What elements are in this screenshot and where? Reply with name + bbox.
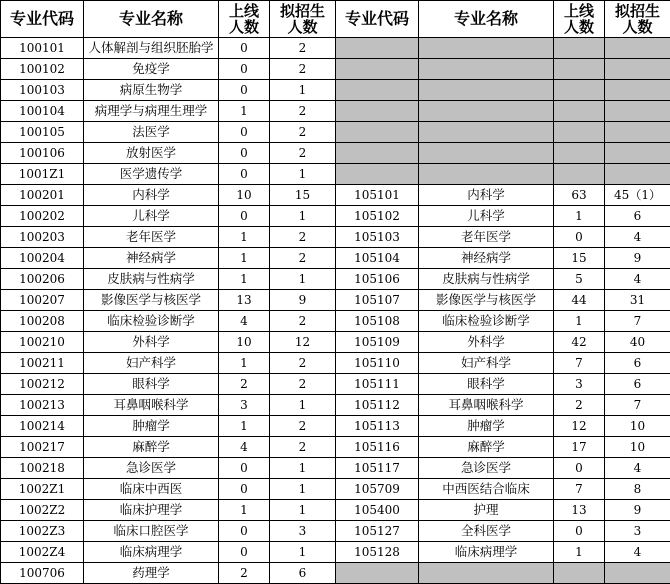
right-online-cell: 17 (554, 437, 605, 458)
right-name-cell: 中西医结合临床 (419, 479, 554, 500)
right-code-cell: 105709 (336, 479, 419, 500)
right-name-cell: 眼科学 (419, 374, 554, 395)
left-plan-cell: 2 (270, 353, 336, 374)
right-code-cell: 105117 (336, 458, 419, 479)
header-row (1, 1, 670, 38)
left-code-cell: 100217 (1, 437, 84, 458)
table-row (1, 395, 670, 416)
left-online-cell: 13 (219, 290, 270, 311)
left-code-cell: 100208 (1, 311, 84, 332)
left-code-cell: 100101 (1, 38, 84, 59)
right-name-cell: 影像医学与核医学 (419, 290, 554, 311)
right-empty-cell (605, 164, 670, 185)
right-online-cell: 0 (554, 458, 605, 479)
left-name-cell: 老年医学 (84, 227, 219, 248)
left-code-cell: 100202 (1, 206, 84, 227)
left-name-cell: 皮肤病与性病学 (84, 269, 219, 290)
left-online-cell: 0 (219, 122, 270, 143)
right-name-cell: 肿瘤学 (419, 416, 554, 437)
table-row (1, 416, 670, 437)
right-name-cell: 全科医学 (419, 521, 554, 542)
right-empty-cell (605, 101, 670, 122)
right-online-cell: 13 (554, 500, 605, 521)
table-row (1, 374, 670, 395)
left-online-cell: 1 (219, 101, 270, 122)
right-online-cell: 7 (554, 353, 605, 374)
left-name-cell: 妇产科学 (84, 353, 219, 374)
header-online-line1: 上线 (564, 2, 594, 20)
right-name-cell: 急诊医学 (419, 458, 554, 479)
right-code-cell: 105106 (336, 269, 419, 290)
right-empty-cell (605, 563, 670, 584)
right-empty-cell (336, 122, 419, 143)
right-code-cell: 105102 (336, 206, 419, 227)
right-code-cell: 105127 (336, 521, 419, 542)
left-plan-cell: 1 (270, 269, 336, 290)
right-online-cell: 0 (554, 521, 605, 542)
table-row (1, 248, 670, 269)
right-plan-cell: 6 (605, 374, 670, 395)
left-online-cell: 0 (219, 479, 270, 500)
left-plan-cell: 3 (270, 521, 336, 542)
right-plan-cell: 4 (605, 227, 670, 248)
left-name-cell: 放射医学 (84, 143, 219, 164)
left-online-cell: 10 (219, 332, 270, 353)
right-name-cell: 皮肤病与性病学 (419, 269, 554, 290)
right-empty-cell (554, 101, 605, 122)
right-plan-cell: 4 (605, 542, 670, 563)
left-plan-cell: 15 (270, 185, 336, 206)
left-name-cell: 内科学 (84, 185, 219, 206)
right-plan-cell: 3 (605, 521, 670, 542)
left-plan-cell: 1 (270, 458, 336, 479)
left-code-cell: 1002Z3 (1, 521, 84, 542)
left-name-cell: 耳鼻咽喉科学 (84, 395, 219, 416)
left-code-cell: 100106 (1, 143, 84, 164)
left-plan-cell: 2 (270, 416, 336, 437)
right-plan-cell: 9 (605, 500, 670, 521)
left-code-cell: 100206 (1, 269, 84, 290)
header-plan-line2: 人数 (622, 18, 652, 36)
left-online-cell: 1 (219, 500, 270, 521)
right-online-cell: 63 (554, 185, 605, 206)
right-code-cell: 105104 (336, 248, 419, 269)
left-online-cell: 0 (219, 206, 270, 227)
left-name-cell: 临床检验诊断学 (84, 311, 219, 332)
table-row (1, 353, 670, 374)
left-plan-cell: 2 (270, 248, 336, 269)
left-code-cell: 100105 (1, 122, 84, 143)
right-plan-cell: 7 (605, 311, 670, 332)
left-code-cell: 100706 (1, 563, 84, 584)
left-code-cell: 1002Z1 (1, 479, 84, 500)
table-body (1, 38, 670, 584)
left-name-cell: 影像医学与核医学 (84, 290, 219, 311)
left-name-cell: 病理学与病理生理学 (84, 101, 219, 122)
right-empty-cell (336, 101, 419, 122)
left-name-cell: 法医学 (84, 122, 219, 143)
right-name-cell: 内科学 (419, 185, 554, 206)
right-code-cell: 105111 (336, 374, 419, 395)
left-name-cell: 病原生物学 (84, 80, 219, 101)
right-name-cell: 麻醉学 (419, 437, 554, 458)
left-code-cell: 100213 (1, 395, 84, 416)
right-online-cell: 3 (554, 374, 605, 395)
left-online-cell: 0 (219, 143, 270, 164)
header-online-line2: 人数 (564, 18, 594, 36)
left-plan-cell: 2 (270, 143, 336, 164)
right-code-cell: 105116 (336, 437, 419, 458)
table-row (1, 437, 670, 458)
header-plan-left (270, 1, 336, 38)
right-empty-cell (554, 38, 605, 59)
right-code-cell: 105101 (336, 185, 419, 206)
right-online-cell: 7 (554, 479, 605, 500)
right-empty-cell (605, 80, 670, 101)
left-online-cell: 10 (219, 185, 270, 206)
left-plan-cell: 2 (270, 227, 336, 248)
left-online-cell: 1 (219, 248, 270, 269)
left-code-cell: 100201 (1, 185, 84, 206)
header-plan-right (605, 1, 670, 38)
header-online-line1: 上线 (229, 2, 259, 20)
table-row (1, 500, 670, 521)
left-name-cell: 临床口腔医学 (84, 521, 219, 542)
right-plan-cell: 8 (605, 479, 670, 500)
right-code-cell: 105112 (336, 395, 419, 416)
left-online-cell: 2 (219, 374, 270, 395)
table-row (1, 80, 670, 101)
left-online-cell: 1 (219, 269, 270, 290)
table-row (1, 122, 670, 143)
left-name-cell: 急诊医学 (84, 458, 219, 479)
left-code-cell: 100203 (1, 227, 84, 248)
right-empty-cell (419, 101, 554, 122)
right-code-cell: 105107 (336, 290, 419, 311)
right-empty-cell (605, 143, 670, 164)
left-code-cell: 100212 (1, 374, 84, 395)
left-plan-cell: 1 (270, 479, 336, 500)
right-plan-cell: 10 (605, 437, 670, 458)
left-plan-cell: 1 (270, 206, 336, 227)
left-name-cell: 麻醉学 (84, 437, 219, 458)
header-plan-line1: 拟招生 (280, 2, 325, 20)
left-code-cell: 100218 (1, 458, 84, 479)
right-plan-cell: 7 (605, 395, 670, 416)
header-code-right: 专业代码 (336, 1, 419, 38)
left-code-cell: 1002Z4 (1, 542, 84, 563)
header-online-line2: 人数 (229, 18, 259, 36)
left-name-cell: 儿科学 (84, 206, 219, 227)
header-online-left (219, 1, 270, 38)
left-code-cell: 1002Z2 (1, 500, 84, 521)
right-empty-cell (605, 38, 670, 59)
table-row (1, 185, 670, 206)
left-code-cell: 100211 (1, 353, 84, 374)
table-row (1, 479, 670, 500)
table-row (1, 458, 670, 479)
right-empty-cell (419, 563, 554, 584)
right-plan-cell: 10 (605, 416, 670, 437)
right-empty-cell (336, 80, 419, 101)
left-code-cell: 100210 (1, 332, 84, 353)
left-plan-cell: 2 (270, 437, 336, 458)
right-code-cell: 105110 (336, 353, 419, 374)
left-plan-cell: 6 (270, 563, 336, 584)
left-online-cell: 0 (219, 80, 270, 101)
left-name-cell: 临床病理学 (84, 542, 219, 563)
left-code-cell: 100102 (1, 59, 84, 80)
right-online-cell: 42 (554, 332, 605, 353)
left-name-cell: 药理学 (84, 563, 219, 584)
right-code-cell: 105128 (336, 542, 419, 563)
right-plan-cell: 9 (605, 248, 670, 269)
right-empty-cell (419, 38, 554, 59)
left-name-cell: 临床中西医 (84, 479, 219, 500)
right-plan-cell: 4 (605, 269, 670, 290)
left-online-cell: 4 (219, 311, 270, 332)
right-plan-cell: 6 (605, 206, 670, 227)
right-online-cell: 2 (554, 395, 605, 416)
right-empty-cell (419, 164, 554, 185)
table-row (1, 542, 670, 563)
left-code-cell: 100204 (1, 248, 84, 269)
right-empty-cell (554, 143, 605, 164)
header-plan-line1: 拟招生 (615, 2, 660, 20)
left-online-cell: 3 (219, 395, 270, 416)
right-empty-cell (419, 59, 554, 80)
left-name-cell: 外科学 (84, 332, 219, 353)
left-plan-cell: 12 (270, 332, 336, 353)
right-online-cell: 44 (554, 290, 605, 311)
table-row (1, 59, 670, 80)
left-online-cell: 1 (219, 227, 270, 248)
right-name-cell: 临床检验诊断学 (419, 311, 554, 332)
left-plan-cell: 2 (270, 374, 336, 395)
table-row (1, 38, 670, 59)
left-plan-cell: 2 (270, 311, 336, 332)
table-row (1, 164, 670, 185)
right-empty-cell (554, 80, 605, 101)
table-row (1, 206, 670, 227)
left-online-cell: 0 (219, 38, 270, 59)
left-plan-cell: 1 (270, 80, 336, 101)
header-plan-line2: 人数 (287, 18, 317, 36)
left-name-cell: 医学遗传学 (84, 164, 219, 185)
table-row (1, 143, 670, 164)
header-online-right (554, 1, 605, 38)
right-name-cell: 神经病学 (419, 248, 554, 269)
right-empty-cell (419, 80, 554, 101)
left-name-cell: 临床护理学 (84, 500, 219, 521)
right-online-cell: 1 (554, 206, 605, 227)
right-code-cell: 105109 (336, 332, 419, 353)
table-row (1, 311, 670, 332)
right-code-cell: 105108 (336, 311, 419, 332)
right-online-cell: 15 (554, 248, 605, 269)
right-plan-cell: 31 (605, 290, 670, 311)
left-name-cell: 免疫学 (84, 59, 219, 80)
right-online-cell: 1 (554, 311, 605, 332)
left-online-cell: 1 (219, 416, 270, 437)
right-plan-cell: 6 (605, 353, 670, 374)
table-row (1, 563, 670, 584)
left-code-cell: 100103 (1, 80, 84, 101)
table-row (1, 521, 670, 542)
right-empty-cell (336, 143, 419, 164)
left-plan-cell: 1 (270, 500, 336, 521)
left-online-cell: 0 (219, 458, 270, 479)
right-plan-cell: 40 (605, 332, 670, 353)
left-plan-cell: 2 (270, 59, 336, 80)
left-plan-cell: 1 (270, 164, 336, 185)
right-plan-cell: 4 (605, 458, 670, 479)
left-online-cell: 0 (219, 164, 270, 185)
right-name-cell: 儿科学 (419, 206, 554, 227)
left-name-cell: 神经病学 (84, 248, 219, 269)
left-online-cell: 2 (219, 563, 270, 584)
left-code-cell: 1001Z1 (1, 164, 84, 185)
right-empty-cell (336, 38, 419, 59)
right-empty-cell (605, 122, 670, 143)
right-name-cell: 耳鼻咽喉科学 (419, 395, 554, 416)
header-name-right: 专业名称 (419, 1, 554, 38)
right-name-cell: 外科学 (419, 332, 554, 353)
right-code-cell: 105113 (336, 416, 419, 437)
left-plan-cell: 2 (270, 101, 336, 122)
table-row (1, 269, 670, 290)
right-empty-cell (419, 122, 554, 143)
left-name-cell: 人体解剖与组织胚胎学 (84, 38, 219, 59)
right-empty-cell (336, 59, 419, 80)
right-name-cell: 护理 (419, 500, 554, 521)
left-code-cell: 100207 (1, 290, 84, 311)
right-plan-cell: 45（1） (605, 185, 670, 206)
right-online-cell: 12 (554, 416, 605, 437)
right-name-cell: 妇产科学 (419, 353, 554, 374)
right-empty-cell (554, 563, 605, 584)
left-online-cell: 0 (219, 542, 270, 563)
right-online-cell: 0 (554, 227, 605, 248)
table-row (1, 227, 670, 248)
right-name-cell: 老年医学 (419, 227, 554, 248)
left-code-cell: 100104 (1, 101, 84, 122)
table-row (1, 101, 670, 122)
right-empty-cell (554, 164, 605, 185)
left-name-cell: 眼科学 (84, 374, 219, 395)
left-plan-cell: 2 (270, 38, 336, 59)
left-online-cell: 1 (219, 353, 270, 374)
right-empty-cell (605, 59, 670, 80)
right-name-cell: 临床病理学 (419, 542, 554, 563)
right-online-cell: 1 (554, 542, 605, 563)
right-empty-cell (419, 143, 554, 164)
right-code-cell: 105103 (336, 227, 419, 248)
right-code-cell: 105400 (336, 500, 419, 521)
left-plan-cell: 9 (270, 290, 336, 311)
left-plan-cell: 1 (270, 395, 336, 416)
left-plan-cell: 1 (270, 542, 336, 563)
header-code-left: 专业代码 (1, 1, 84, 38)
right-empty-cell (336, 164, 419, 185)
right-empty-cell (336, 563, 419, 584)
left-online-cell: 4 (219, 437, 270, 458)
left-online-cell: 0 (219, 59, 270, 80)
left-plan-cell: 2 (270, 122, 336, 143)
table-row (1, 290, 670, 311)
right-empty-cell (554, 59, 605, 80)
right-online-cell: 5 (554, 269, 605, 290)
left-code-cell: 100214 (1, 416, 84, 437)
right-empty-cell (554, 122, 605, 143)
left-online-cell: 0 (219, 521, 270, 542)
table-row (1, 332, 670, 353)
header-name-left: 专业名称 (84, 1, 219, 38)
left-name-cell: 肿瘤学 (84, 416, 219, 437)
